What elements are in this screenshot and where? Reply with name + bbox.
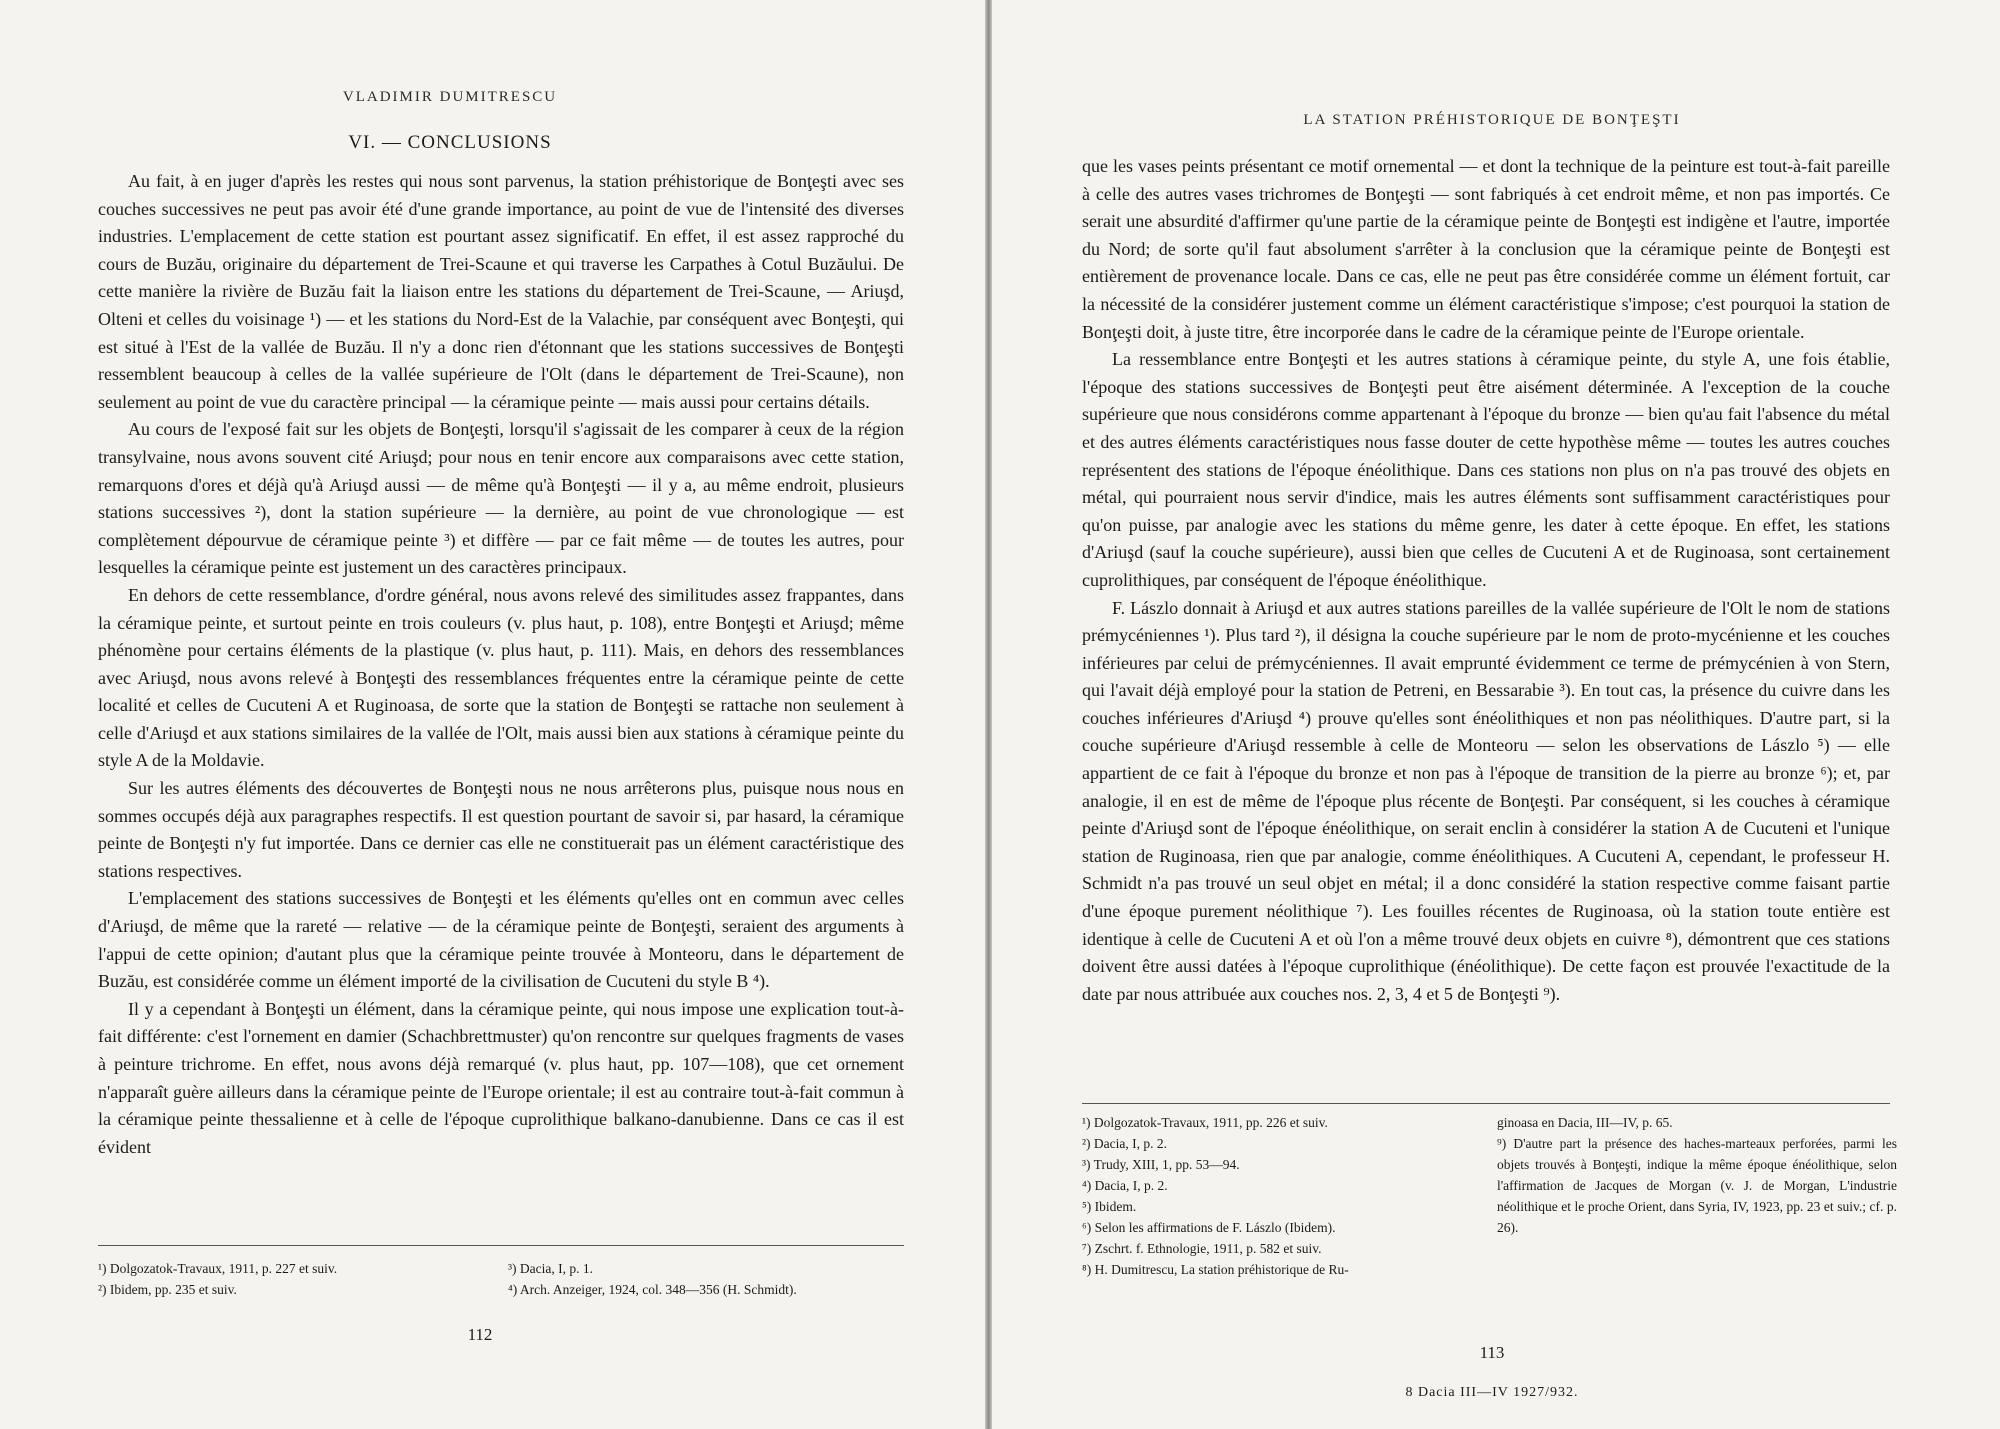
footnote: ⁵) Ibidem.	[1082, 1199, 1137, 1214]
left-page	[0, 0, 985, 1429]
paragraph: Au fait, à en juger d'après les restes qui nous sont parvenus, la station préhistorique de Bonţeşti avec ses couches successives ne peut pas avoir été d'une grande importance, au point de vue de l'intensité des diverses industries. L'emplacement de cette station est pourtant assez significatif. En effet, il est assez rapproché du cours de Buzău, originaire du département de Trei-Scaune et qui traverse les Carpathes à Cotul Buzăului. De cette manière la rivière de Buzău fait la liaison entre les stations du département de Trei-Scaune, — Ariuşd, Olteni et celles du voisinage ¹) — et les stations du Nord-Est de la Valachie, par conséquent avec Bonţeşti, qui est situé à l'Est de la vallée de Buzău. Il n'y a donc rien d'étonnant que les stations successives de Bonţeşti ressemblent beaucoup à celles de la vallée supérieure de l'Olt (dans le département de Trei-Scaune), non seulement au point de vue du caractère principal — la céramique peinte — mais aussi pour certains détails.	[98, 171, 904, 412]
footnote: ⁶) Selon les affirmations de F. Lászlo (Ibidem).	[1082, 1220, 1336, 1235]
page-number: 112	[467, 1325, 493, 1344]
footnote-divider	[1082, 1103, 1890, 1104]
footnote: ⁴) Dacia, I, p. 2.	[1082, 1178, 1168, 1193]
footnote: ¹) Dolgozatok-Travaux, 1911, p. 227 et suiv.	[98, 1261, 338, 1276]
body-text	[1082, 153, 1890, 1008]
footnote: ³) Dacia, I, p. 1.	[508, 1261, 594, 1276]
footnote: ⁸) H. Dumitrescu, La station préhistorique de Ru-	[1082, 1262, 1349, 1277]
footnote: ⁴) Arch. Anzeiger, 1924, col. 348—356 (H. Schmidt).	[508, 1282, 797, 1297]
footnote: ⁷) Zschrt. f. Ethnologie, 1911, p. 582 et suiv.	[1082, 1241, 1322, 1256]
footnote: ²) Ibidem, pp. 235 et suiv.	[98, 1282, 237, 1297]
footnote: ⁹) D'autre part la présence des haches-marteaux perforées, parmi les objets trouvés à Bonţeşti, indique la même époque énéolithique, selon l'affirmation de Jacques de Morgan (v. J. de Morgan, L'industrie néolithique et le proche Orient, dans Syria, IV, 1923, pp. 23 et suiv.; cf. p. 26).	[1497, 1136, 1897, 1235]
footnotes	[1082, 1112, 1897, 1312]
paragraph: que les vases peints présentant ce motif ornemental — et dont la technique de la peinture est tout-à-fait pareille à celle des autres vases trichromes de Bonţeşti — sont fabriqués à cet endroit même, et non pas importés. Ce serait une absurdité d'affirmer qu'une partie de la céramique peinte de Bonţeşti est indigène et l'autre, importée du Nord; de sorte qu'il faut absolument s'arrêter à la conclusion que la céramique peinte de Bonţeşti est entièrement de provenance locale. Dans ce cas, elle ne peut pas être considérée comme un élément fortuit, car la nécessité de la considérer justement comme un élément caractéristique s'impose; c'est pourquoi la station de Bonţeşti doit, à juste titre, être incorporée dans le cadre de la céramique peinte de l'Europe orientale.	[1082, 156, 1890, 342]
footnote-column	[1497, 1112, 1897, 1238]
right-page	[992, 0, 2000, 1429]
book-gutter	[985, 0, 992, 1429]
footnote: ¹) Dolgozatok-Travaux, 1911, pp. 226 et suiv.	[1082, 1115, 1328, 1130]
footnote: ginoasa en Dacia, III—IV, p. 65.	[1497, 1115, 1673, 1130]
footnote-column	[98, 1258, 468, 1300]
footnotes	[98, 1258, 904, 1318]
page-number: 113	[1479, 1343, 1505, 1362]
footnote-divider	[98, 1245, 904, 1246]
body-text	[98, 168, 904, 1161]
signature-mark: 8 Dacia III—IV 1927/932.	[1405, 1385, 1579, 1400]
paragraph: Il y a cependant à Bonţeşti un élément, dans la céramique peinte, qui nous impose une explication tout-à-fait différente: c'est l'ornement en damier (Schachbrettmuster) qu'on rencontre sur quelques fragments de vases à peinture trichrome. En effet, nous avons déjà remarqué (v. plus haut, pp. 107—108), que cet ornement n'apparaît guère ailleurs dans la céramique peinte de l'Europe orientale; il est au contraire tout-à-fait commun à la céramique peinte thessalienne et à celle de l'époque cuprolithique balkano-danubienne. Dans ce cas il est évident	[98, 998, 904, 1157]
paragraph: F. Lászlo donnait à Ariuşd et aux autres stations pareilles de la vallée supérieure de l'Olt le nom de stations prémycéniennes ¹). Plus tard ²), il désigna la couche supérieure par le nom de proto-mycénienne et les couches inférieures par celui de prémycéniennes. Il avait emprunté évidemment ce terme de prémycénien à von Stern, qui l'avait déjà employé pour la station de Petreni, en Bessarabie ³). En tout cas, la présence du cuivre dans les couches inférieures d'Ariuşd ⁴) prouve qu'elles sont énéolithiques et non pas néolithiques. D'autre part, si la couche supérieure d'Ariuşd ressemble à celle de Monteoru — selon les observations de Lászlo ⁵) — elle appartient de ce fait à l'époque du bronze et non pas à l'époque de transition de la pierre au bronze ⁶); et, par analogie, il en est de même de l'époque plus récente de Bonţeşti. Par conséquent, si les couches à céramique peinte d'Ariuşd sont de l'époque énéolithique, on serait enclin à considérer la station A de Cucuteni et l'unique station de Ruginoasa, rien que par analogie, comme énéolithiques. A Cucuteni A, cependant, le professeur H. Schmidt n'a pas trouvé un seul objet en métal; il a donc considéré la station respective comme faisant partie d'une époque purement néolithique ⁷). Les fouilles récentes de Ruginoasa, où la station toute entière est identique à celle de Cucuteni A et où l'on a même trouvé deux objets en cuivre ⁸), démontrent que ces stations doivent être aussi datées à l'époque cuprolithique (énéolithique). De cette façon est prouvée l'exactitude de la date par nous attribuée aux couches nos. 2, 3, 4 et 5 de Bonţeşti ⁹).	[1082, 597, 1890, 1004]
running-head: VLADIMIR DUMITRESCU	[342, 89, 558, 105]
footnote-column	[1082, 1112, 1462, 1280]
paragraph: En dehors de cette ressemblance, d'ordre général, nous avons relevé des similitudes assez frappantes, dans la céramique peinte, et surtout peinte en trois couleurs (v. plus haut, p. 108), entre Bonţeşti et Ariuşd; même phénomène pour certains éléments de la plastique (v. plus haut, p. 111). Mais, en dehors des ressemblances avec Ariuşd, nous avons relevé à Bonţeşti des ressemblances fréquentes entre la céramique peinte de cette localité et celles de Cucuteni A et Ruginoasa, de sorte que la station de Bonţeşti se rattache non seulement à celle d'Ariuşd et aux stations similaires de la vallée de l'Olt, mais aussi bien aux stations à céramique peinte du style A de la Moldavie.	[98, 584, 904, 771]
paragraph: L'emplacement des stations successives de Bonţeşti et les éléments qu'elles ont en commun avec celles d'Ariuşd, de même que la rareté — relative — de la céramique peinte de Bonţeşti, seraient des arguments à l'appui de cette opinion; d'autant plus que la céramique peinte trouvée à Monteoru, dans le département de Buzău, est considérée comme un élément importé de la civilisation de Cucuteni du style B ⁴).	[98, 888, 904, 992]
section-title: VI. — CONCLUSIONS	[348, 132, 552, 153]
running-head: LA STATION PRÉHISTORIQUE DE BONŢEŞTI	[1303, 112, 1681, 128]
paragraph: La ressemblance entre Bonţeşti et les autres stations à céramique peinte, du style A, une fois établie, l'époque des stations successives de Bonţeşti peut être aisément déterminée. A l'exception de la couche supérieure que nous considérons comme appartenant à l'époque du bronze — bien qu'au fait l'absence du métal et des autres éléments caractéristiques nous fasse douter de cette hypothèse même — toutes les autres couches représentent des stations de l'époque énéolithique. Dans ces stations non plus on n'a pas trouvé des objets en métal, qui pourraient nous servir d'indice, mais les autres éléments sont suffisamment caractéristiques pour qu'on puisse, par analogie avec les stations du même genre, les dater à cette époque. En effet, les stations d'Ariuşd (sauf la couche supérieure), aussi bien que celles de Cucuteni A et de Ruginoasa, sont certainement cuprolithiques, par conséquent de l'époque énéolithique.	[1082, 349, 1890, 590]
paragraph: Sur les autres éléments des découvertes de Bonţeşti nous ne nous arrêterons plus, puisque nous nous en sommes occupés déjà aux paragraphes respectifs. Il est question pourtant de savoir si, par hasard, la céramique peinte de Bonţeşti n'y fut importée. Dans ce dernier cas elle ne constituerait pas un élément caractéristique des stations respectives.	[98, 778, 904, 881]
footnote-column	[508, 1258, 908, 1300]
footnote: ²) Dacia, I, p. 2.	[1082, 1136, 1168, 1151]
paragraph: Au cours de l'exposé fait sur les objets de Bonţeşti, lorsqu'il s'agissait de les comparer à ceux de la région transylvaine, nous avons souvent cité Ariuşd; pour nous en tenir encore aux comparaisons avec cette station, remarquons d'ores et déjà qu'à Ariuşd aussi — de même qu'à Bonţeşti — il y a, au même endroit, plusieurs stations successives ²), dont la station supérieure — la dernière, au point de vue chronologique — est complètement dépourvue de céramique peinte ³) et diffère — par ce fait même — de toutes les autres, pour lesquelles la céramique peinte est justement un des caractères principaux.	[98, 419, 904, 578]
footnote: ³) Trudy, XIII, 1, pp. 53—94.	[1082, 1157, 1240, 1172]
